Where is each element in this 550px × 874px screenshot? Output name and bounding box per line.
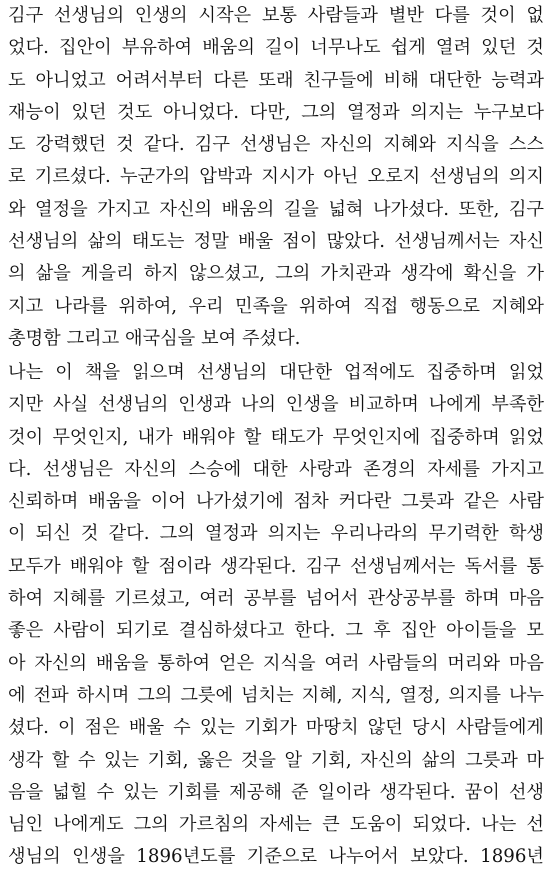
text-line: 지만 사실 선생님의 인생과 나의 인생을 비교하며 나에게 부족한 <box>8 394 544 416</box>
text-line: 신뢰하며 배움을 이어 나가셨기에 점차 커다란 그릇과 같은 사람 <box>8 491 544 513</box>
text-line: 의 삶을 게을리 하지 않으셨고, 그의 가치관과 생각에 확신을 가 <box>8 263 544 285</box>
text-line: 나는 이 책을 읽으며 선생님의 대단한 업적에도 집중하며 읽었 <box>8 362 544 383</box>
text-line: 좋은 사람이 되기로 결심하셨다고 한다. 그 후 집안 아이들을 모 <box>8 620 544 642</box>
text-line: 선생님의 삶의 태도는 정말 배울 점이 많았다. 선생님께서는 자신 <box>8 231 544 253</box>
text-line: 에 전파 하시며 그의 그릇에 넘치는 지혜, 지식, 열정, 의지를 나누 <box>8 684 544 706</box>
text-line: 었다. 집안이 부유하여 배움의 길이 너무나도 쉽게 열려 있던 것 <box>8 37 544 59</box>
text-line: 님인 나에게도 그의 가르침의 자세는 큰 도움이 되었다. 나는 선 <box>8 814 544 836</box>
text-line: 생각 할 수 있는 기회, 옳은 것을 알 기회, 자신의 삶의 그릇과 마 <box>8 749 544 771</box>
paragraph-2 <box>8 357 544 874</box>
text-line: 김구 선생님의 인생의 시작은 보통 사람들과 별반 다를 것이 없 <box>8 5 544 26</box>
text-line: 총명함 그리고 애국심을 보여 주셨다. <box>8 327 301 349</box>
text-line: 아 자신의 배움을 통하여 얻은 지식을 여러 사람들의 머리와 마음 <box>8 652 544 674</box>
text-line: 도 강력했던 것 같다. 김구 선생님은 자신의 지혜와 지식을 스스 <box>8 134 544 156</box>
text-line: 하여 지혜를 기르셨고, 여러 공부를 넘어서 관상공부를 하며 마음 <box>8 588 544 610</box>
text-line: 지고 나라를 위하여, 우리 민족을 위하여 직접 행동으로 지혜와 <box>8 295 544 317</box>
text-line: 것이 무엇인지, 내가 배워야 할 태도가 무엇인지에 집중하며 읽었 <box>8 426 544 448</box>
text-line: 이 되신 것 같다. 그의 열정과 의지는 우리나라의 무기력한 학생 <box>8 523 544 545</box>
paragraph-1 <box>8 0 544 355</box>
text-line: 로 기르셨다. 누군가의 압박과 지시가 아닌 오로지 선생님의 의지 <box>8 166 544 188</box>
text-line: 음을 넓힐 수 있는 기회를 제공해 준 일이라 생각된다. 꿈이 선생 <box>8 781 544 803</box>
text-line: 모두가 배워야 할 점이라 생각된다. 김구 선생님께서는 독서를 통 <box>8 555 544 577</box>
text-line: 재능이 있던 것도 아니었다. 다만, 그의 열정과 의지는 누구보다 <box>8 101 544 123</box>
text-line: 셨다. 이 점은 배울 수 있는 기회가 마땅치 않던 당시 사람들에게 <box>8 717 544 739</box>
text-line: 다. 선생님은 자신의 스승에 대한 사랑과 존경의 자세를 가지고 <box>8 458 544 480</box>
text-line: 생님의 인생을 1896년도를 기준으로 나누어서 보았다. 1896년 <box>8 846 544 868</box>
text-line: 도 아니었고 어려서부터 다른 또래 친구들에 비해 대단한 능력과 <box>8 69 544 91</box>
text-line: 와 열정을 가지고 자신의 배움의 길을 넓혀 나가셨다. 또한, 김구 <box>8 198 544 220</box>
